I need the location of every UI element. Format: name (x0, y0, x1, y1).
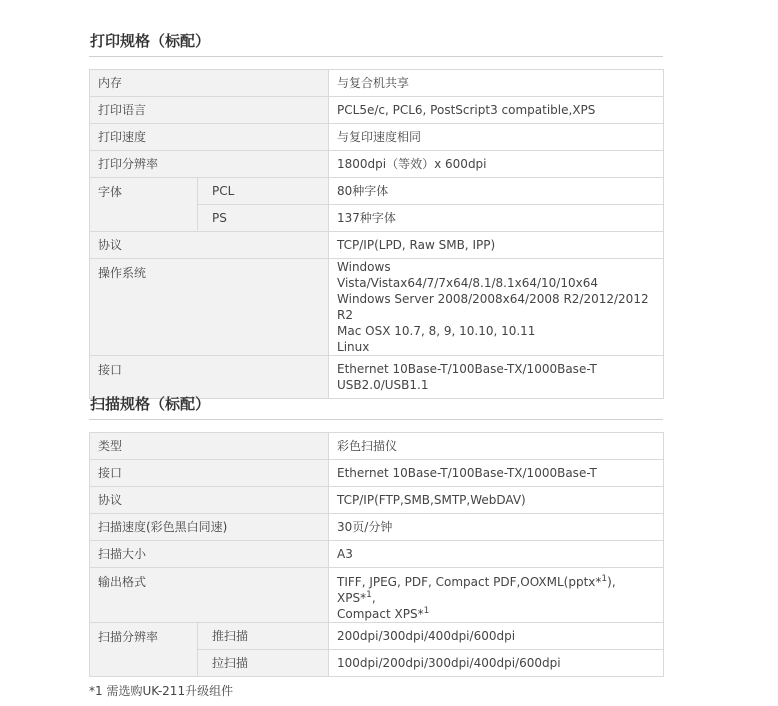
format-text: Compact XPS* (337, 607, 424, 621)
format-line (337, 606, 655, 622)
os-line: Windows Vista/Vistax64/7/7x64/8.1/8.1x64/10/10x64 (337, 260, 598, 290)
spec-label: 类型 (90, 433, 329, 460)
spec-value: TCP/IP(FTP,SMB,SMTP,WebDAV) (329, 487, 664, 514)
spec-value: Ethernet 10Base-T/100Base-TX/1000Base-T (329, 460, 664, 487)
spec-label: 操作系统 (90, 259, 329, 356)
scan-spec-title: 扫描规格（标配） (90, 395, 211, 413)
interface-line: Ethernet 10Base-T/100Base-TX/1000Base-T (337, 362, 597, 376)
footnote-mark: 1 (601, 574, 608, 584)
spec-value (329, 356, 664, 399)
spec-value (329, 259, 664, 356)
table-row (90, 124, 664, 151)
spec-label: 字体 (90, 178, 198, 232)
scan-title-divider (89, 419, 663, 420)
os-line: Mac OSX 10.7, 8, 9, 10.10, 10.11 (337, 324, 536, 338)
spec-value: 100dpi/200dpi/300dpi/400dpi/600dpi (329, 650, 664, 677)
spec-label: 打印分辨率 (90, 151, 329, 178)
table-row (90, 97, 664, 124)
table-row (90, 514, 664, 541)
table-row (90, 151, 664, 178)
format-text: ), XPS* (337, 575, 616, 605)
spec-sublabel: PCL (198, 178, 329, 205)
os-line: Linux (337, 340, 370, 354)
spec-label: 扫描大小 (90, 541, 329, 568)
spec-value: 与复印速度相同 (329, 124, 664, 151)
table-row (90, 70, 664, 97)
spec-value: TCP/IP(LPD, Raw SMB, IPP) (329, 232, 664, 259)
format-text: , (371, 591, 376, 605)
spec-sublabel: PS (198, 205, 329, 232)
spec-label: 扫描速度(彩色黑白同速) (90, 514, 329, 541)
os-line: Windows Server 2008/2008x64/2008 R2/2012/2012 R2 (337, 292, 649, 322)
spec-value: PCL5e/c, PCL6, PostScript3 compatible,XPS (329, 97, 664, 124)
spec-label: 打印语言 (90, 97, 329, 124)
table-row (90, 487, 664, 514)
scan-spec-table (89, 432, 664, 677)
spec-value: 彩色扫描仪 (329, 433, 664, 460)
table-row (90, 460, 664, 487)
table-row (90, 178, 664, 205)
spec-sublabel: 推扫描 (198, 623, 329, 650)
spec-value: 80种字体 (329, 178, 664, 205)
format-line (337, 574, 655, 606)
spec-label: 内存 (90, 70, 329, 97)
spec-value: 与复合机共享 (329, 70, 664, 97)
spec-label: 输出格式 (90, 568, 329, 623)
table-row (90, 541, 664, 568)
footnote-mark: 1 (423, 606, 430, 616)
spec-value: 137种字体 (329, 205, 664, 232)
footnote: *1 需选购UK-211升级组件 (89, 684, 234, 698)
spec-label: 协议 (90, 232, 329, 259)
table-row (90, 232, 664, 259)
table-row (90, 433, 664, 460)
spec-value (329, 568, 664, 623)
spec-value: 1800dpi（等效）x 600dpi (329, 151, 664, 178)
spec-label: 接口 (90, 460, 329, 487)
spec-value: 30页/分钟 (329, 514, 664, 541)
table-row (90, 259, 664, 356)
spec-sublabel: 拉扫描 (198, 650, 329, 677)
footnote-mark: 1 (366, 590, 372, 600)
spec-value: 200dpi/300dpi/400dpi/600dpi (329, 623, 664, 650)
table-row (90, 568, 664, 623)
spec-label: 扫描分辨率 (90, 623, 198, 677)
spec-value: A3 (329, 541, 664, 568)
spec-label: 接口 (90, 356, 329, 399)
table-row (90, 623, 664, 650)
spec-label: 打印速度 (90, 124, 329, 151)
spec-label: 协议 (90, 487, 329, 514)
print-title-divider (89, 56, 663, 57)
interface-line: USB2.0/USB1.1 (337, 378, 429, 392)
print-spec-table (89, 69, 664, 399)
format-text: TIFF, JPEG, PDF, Compact PDF,OOXML(pptx* (337, 575, 602, 589)
print-spec-title: 打印规格（标配） (90, 32, 211, 50)
